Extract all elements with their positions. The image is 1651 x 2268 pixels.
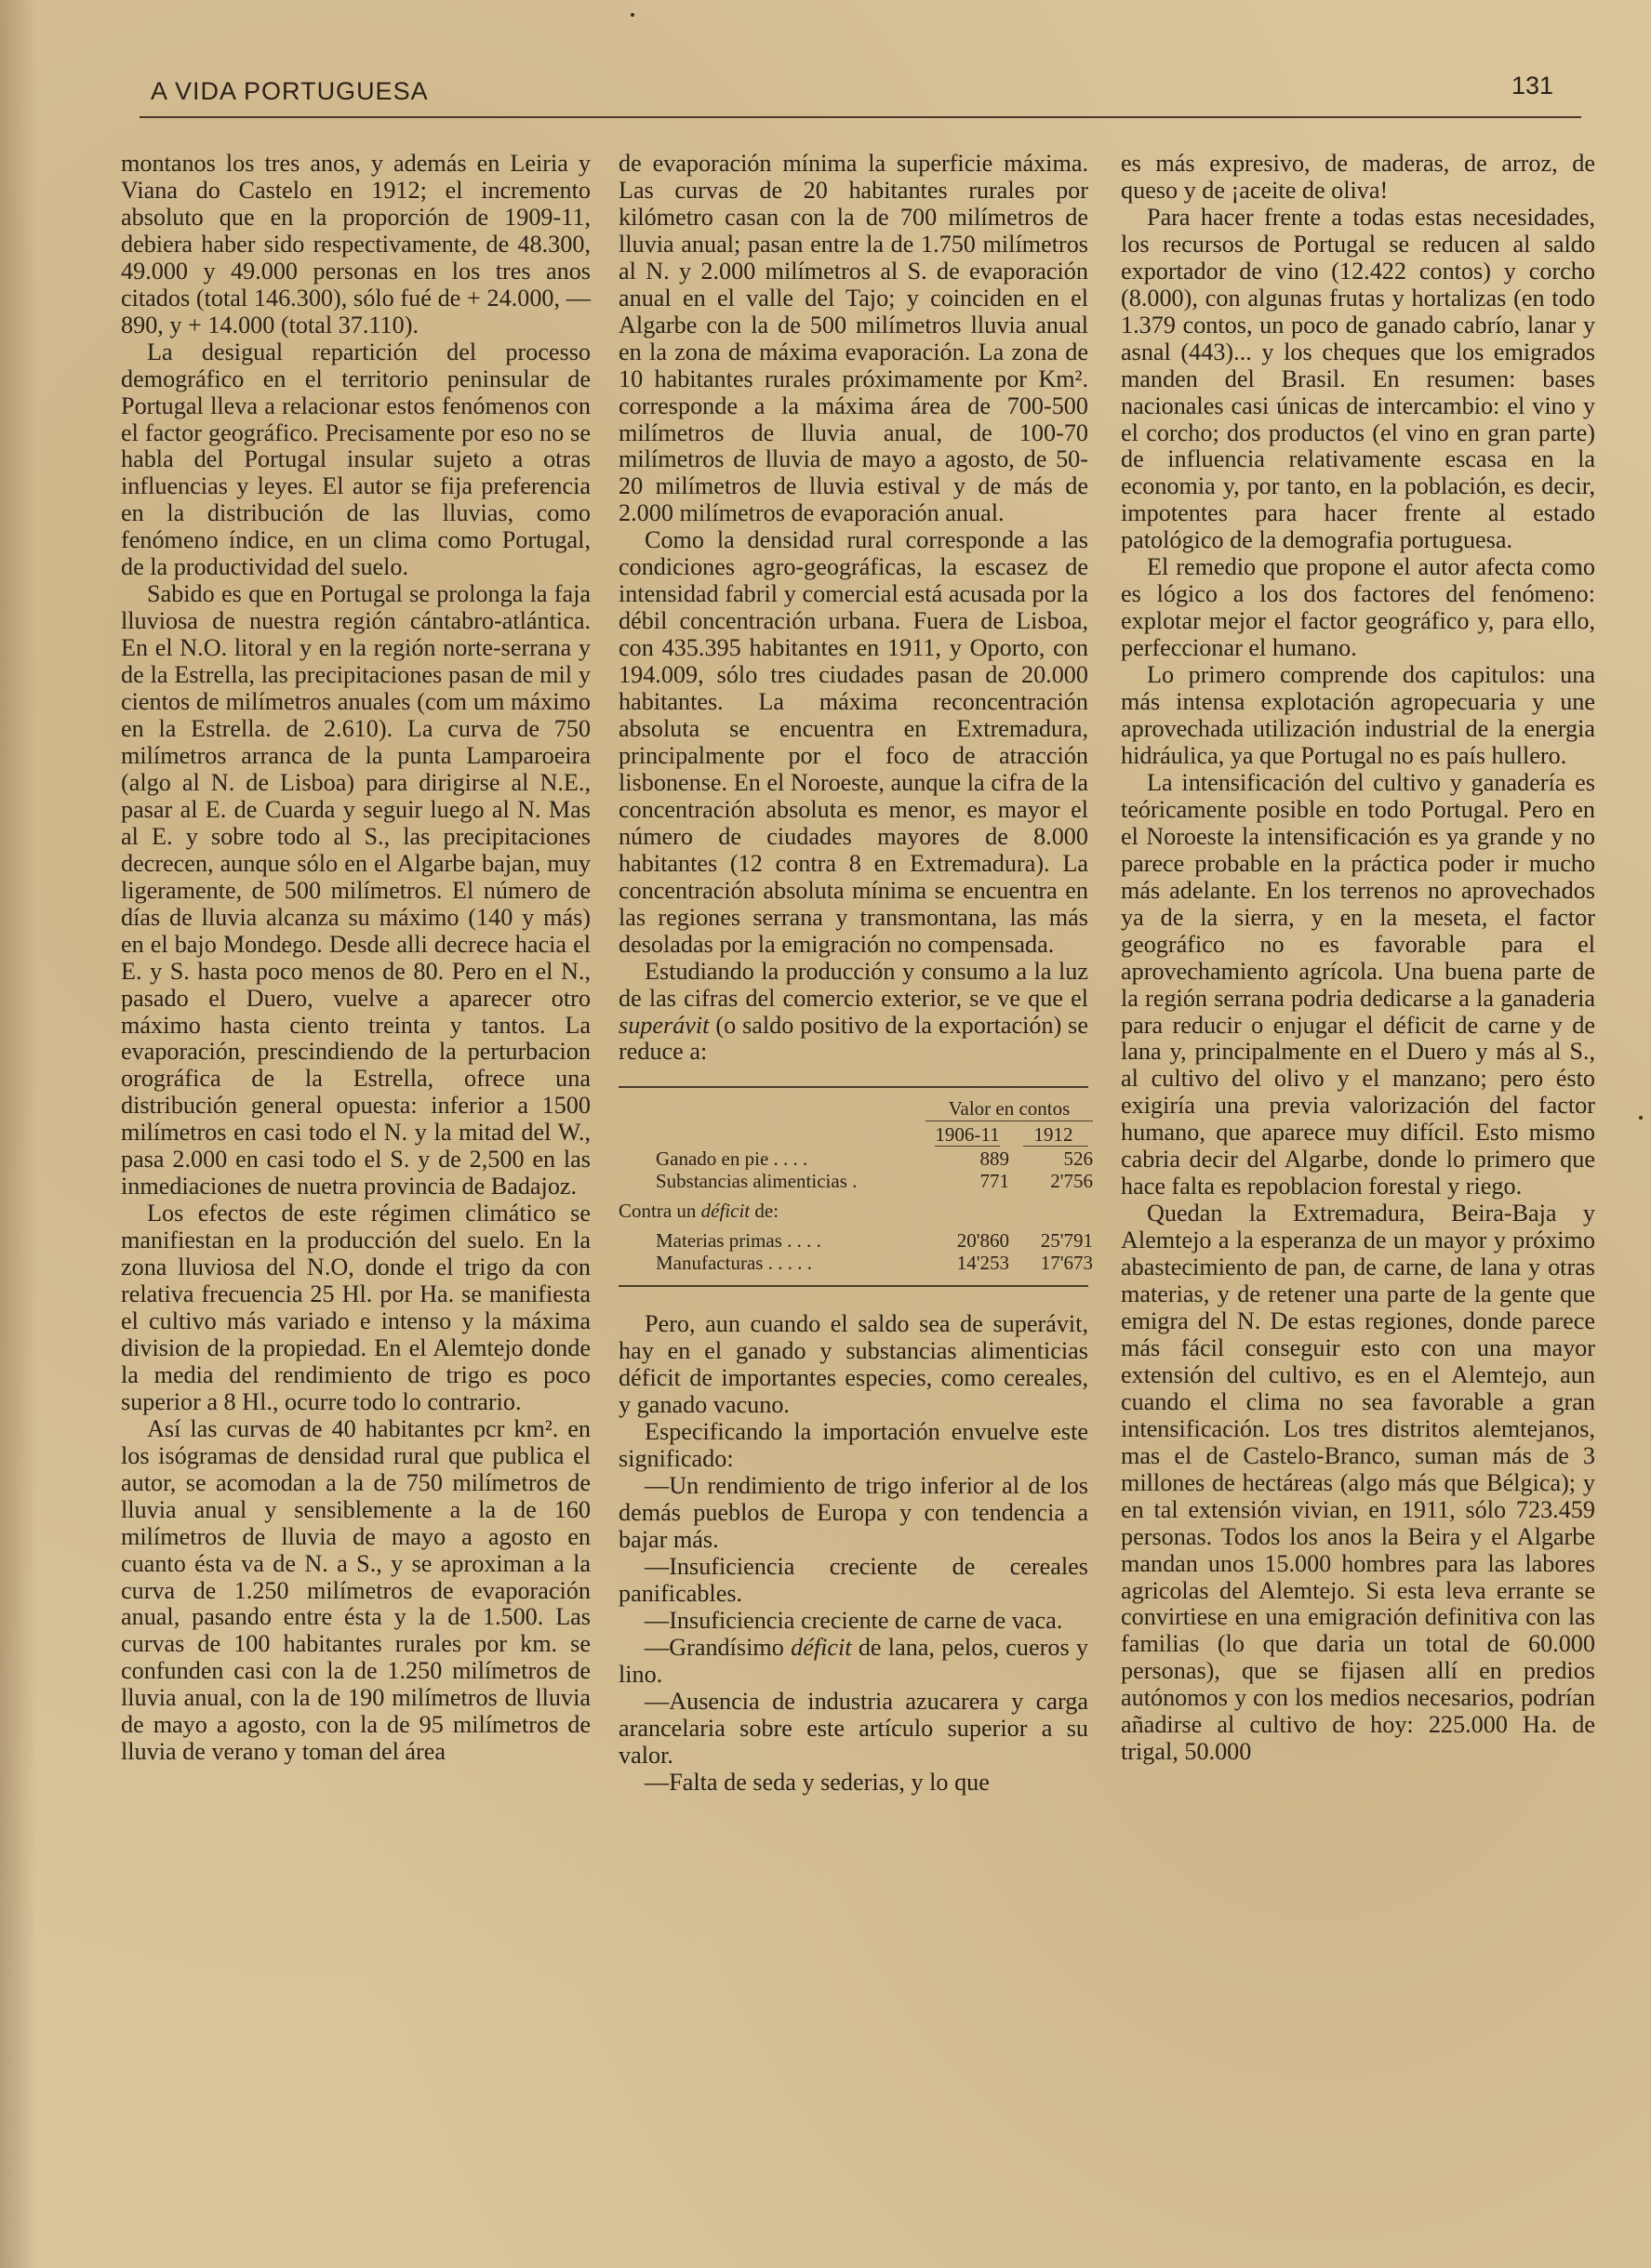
table-row (619, 1252, 1093, 1275)
paper-speck (1639, 1116, 1643, 1120)
table-header (619, 1095, 1088, 1147)
paragraph: Quedan la Extremadura, Beira-Baja y Alemtejo a la esperanza de un mayor y próximo abastecimiento de pan, de carne, de lana y otras materias, y de retener una parte de la gente que emigra del N. De estas regiones, donde parece más fácil conseguir esto con una mayor extensión del cultivo, es en el Alemtejo, aun cuando el clima no sea favorable a gran intensificación. Los tres distritos alemtejanos, mas el de Castelo-Branco, suman más de 3 millones de hectáreas (algo más que Bélgica); y en tal extensión vivian, en 1911, sólo 723.459 personas. Todos los anos la Beira y el Algarbe mandan unos 15.000 hombres para las labores agricolas del Alemtejo. Si esta leva errante se convirtiese en una emigración definitiva con las familias (lo que daria un total de 60.000 personas), que se fijasen allí en predios autónomos y con los medios necesarios, podrían añadirse al cultivo de hoy: 225.000 Ha. de trigal, 50.000 (1121, 1200, 1595, 1766)
year-column-header: 1906-11 (935, 1123, 1000, 1147)
text-run: de: (750, 1200, 779, 1223)
list-item: —Insuficiencia creciente de carne de vaca. (645, 1606, 1063, 1634)
trade-balance-table (619, 1086, 1093, 1287)
list-item: —Falta de seda y sederias, y lo que (645, 1768, 990, 1796)
row-label: Ganado en pie . . . . (656, 1147, 808, 1171)
italic-term: déficit (700, 1200, 751, 1223)
paragraph: Lo primero comprende dos capitulos: una más intensa explotación agropecuaria y une aprovechada utilización industrial de la energia hidráulica, ya que Portugal no es país hullero. (1121, 661, 1595, 769)
text-run: (o saldo positivo de la exportación) se reduce a: (619, 1011, 1088, 1066)
running-header (140, 70, 1581, 118)
paragraph: Así las curvas de 40 habitantes pcr km². en los isógramas de densidad rural que publica el autor, se acomodan a la de 750 milímetros de lluvia anual y sensiblemente a la de 160 milímetros de lluvia de mayo a agosto en cuanto ésta va de N. a S., y se aproximan a la curva de 1.250 milímetros de evaporación anual, pasando entre ésta y la de 1.500. Las curvas de 100 habitantes rurales por km. se confunden casi con la de 1.250 milímetros de lluvia anual, con la de 190 milímetros de lluvia de mayo a agosto, con la de 95 milímetros de lluvia de verano y toman del área (121, 1414, 591, 1766)
text-column-3 (1121, 151, 1595, 1766)
paragraph: Sabido es que en Portugal se prolonga la faja lluviosa de nuestra región cántabro-atlántica. En el N.O. litoral y en la región norte-serrana y de la Estrella, las precipitaciones pasan de mil y cientos de milímetros anuales (com um máximo en la Estrella. de 2.610). La curva de 750 milímetros arranca de la punta Lamparoeira (algo al N. de Lisboa) para dirigirse al N.E., pasar al E. de Cuarda y seguir luego al N. Mas al E. y sobre todo al S., las precipitaciones decrecen, aunque sólo en el Algarbe bajan, muy ligeramente, de 500 milímetros. El número de días de lluvia alcanza su máximo (140 y más) en el bajo Mondego. Desde alli decrece hacia el E. y S. hasta poco menos de 80. Pero en el N., pasado el Duero, vuelve a aparecer otro máximo hasta ciento treinta y tantos. La evaporación, prescindiendo de la perturbacion orográfica de la Estrella, ofrece una distribución general opuesta: inferior a 1500 milímetros en casi todo el N. y la mitad del W., pasa 2.000 en casi todo el S. y de 2,500 en las inmediaciones de nuetra provincia de Badajoz. (121, 580, 591, 1200)
header-rule (1023, 1146, 1088, 1147)
page-number: 131 (1511, 72, 1553, 99)
paragraph: La desigual repartición del processo demográfico en el territorio peninsular de Portugal lleva a relacionar estos fenómenos con el factor geográfico. Precisamente por eso no se habla del Portugal insular sujeto a otras influencias y leyes. El autor se fija preferencia en la distribución de las lluvias, como fenómeno índice, en un clima como Portugal, de la productividad del suelo. (121, 338, 591, 581)
cell-value: 526 (1063, 1147, 1093, 1171)
italic-term: déficit (791, 1633, 852, 1661)
cell-value: 2'756 (1050, 1170, 1093, 1193)
text-run: —Grandísimo (645, 1633, 792, 1661)
table-row (619, 1147, 1093, 1171)
paragraph: La intensificación del cultivo y ganadería es teóricamente posible en todo Portugal. Pero en el Noroeste la intensificación es ya grande y no parece probable en la práctica poder ir mucho más adelante. En los terrenos no aprovechados ya de la sierra, y en la meseta, el factor geográfico no es favorable para el aprovechamiento agrícola. Una buena parte de la región serrana podria dedicarse a la ganaderia para reducir o enjugar el déficit de carne y de lana y, principalmente en el Duero y más al S., al cultivo del olivo y el manzano; pero ésto exigiría una previa valorización del factor humano, que aparece muy difícil. Esto mismo cabria decir del Algarbe, donde lo primero que hace falta es repoblacion forestal y riego. (1121, 768, 1595, 1200)
list-item: —Ausencia de industria azucarera y carga arancelaria sobre este artículo superior a su valor. (619, 1687, 1088, 1769)
list-item: —Insuficiencia creciente de cereales panificables. (619, 1552, 1088, 1607)
paragraph: Como la densidad rural corresponde a las condiciones agro-geográficas, la escasez de intensidad fabril y comercial está acusada por la débil concentración urbana. Fuera de Lisboa, con 435.395 habitantes en 1911, y Oporto, con 194.009, sólo tres ciudades pasan de 20.000 habitantes. La máxima reconcentración absoluta se encuentra en Extremadura, principalmente por el foco de atracción lisbonense. En el Noroeste, aunque la cifra de la concentración absoluta es menor, es mayor el número de ciudades mayores de 8.000 habitantes (12 contra 8 en Extremadura). La concentración absoluta mínima se encuentra en las regiones serrana y transmontana, las más desoladas por la emigración no compensada. (619, 526, 1088, 958)
year-column-header: 1912 (1033, 1123, 1073, 1147)
paper-speck (631, 13, 634, 17)
italic-term: superávit (619, 1011, 710, 1039)
cell-value: 20'860 (956, 1229, 1009, 1253)
cell-value: 771 (979, 1170, 1009, 1193)
cell-value: 25'791 (1040, 1229, 1093, 1253)
paragraph: Los efectos de este régimen climático se manifiestan en la producción del suelo. En la zona lluviosa del N.O, donde el trigo da con relativa frecuencia 25 Hl. por Ha. se manifiesta el cultivo más variado e intenso y la máxima division de la propiedad. En el Alemtejo donde la media del rendimiento de trigo es poco superior a 8 Hl., ocurre todo lo contrario. (121, 1200, 591, 1415)
table-subheading (619, 1192, 1088, 1229)
paragraph: El remedio que propone el autor afecta como es lógico a los dos factores del fenómeno: explotar mejor el factor geográfico y, para ello, perfeccionar el humano. (1121, 553, 1595, 662)
paragraph: Especificando la importación envuelve este significado: (619, 1418, 1088, 1473)
header-rule (935, 1146, 1000, 1147)
paragraph: Pero, aun cuando el saldo sea de superávit, hay en el ganado y substancias alimenticias déficit de importantes especies, como cereales, y ganado vacuno. (619, 1310, 1088, 1419)
cell-value: 14'253 (956, 1252, 1009, 1275)
table-header-label: Valor en contos (948, 1097, 1071, 1121)
paragraph: Para hacer frente a todas estas necesidades, los recursos de Portugal se reducen al saldo exportador de vino (12.422 contos) y corcho (8.000), con algunas frutas y hortalizas (en todo 1.379 contos, un poco de ganado cabrío, lanar y asnal (443)... y los cheques que los emigrados manden del Brasil. En resumen: bases nacionales casi únicas de intercambio: el vino y el corcho; dos productos (el vino en gran parte) de influencia relativamente escasa en la economia y, por tanto, en la población, es decir, impotentes para hacer frente al estado patológico de la demografia portuguesa. (1121, 203, 1595, 554)
table-row (619, 1229, 1093, 1253)
text-column-2 (619, 150, 1093, 1797)
paragraph: es más expresivo, de maderas, de arroz, de queso y de ¡aceite de oliva! (1121, 150, 1595, 204)
row-label: Manufacturas . . . . . (656, 1252, 812, 1275)
cell-value: 889 (979, 1147, 1009, 1171)
journal-title: A VIDA PORTUGUESA (151, 77, 429, 105)
row-label: Materias primas . . . . (656, 1229, 821, 1253)
paragraph: de evaporación mínima la superficie máxima. Las curvas de 20 habitantes rurales por kilómetro casan con la de 700 milímetros de lluvia anual; pasan entre la de 1.750 milímetros al N. y 2.000 milímetros al S. de evaporación anual en el valle del Tajo; y coinciden en el Algarbe con la de 500 milímetros lluvia anual en la zona de máxima evaporación. La zona de 10 habitantes rurales próximamente por Km². corresponde a la máxima área de 700-500 milímetros de lluvia anual, de 100-70 milímetros de lluvia de mayo a agosto, de 50-20 milímetros de lluvia estival y de más de 2.000 milímetros de evaporación anual. (619, 150, 1088, 527)
paragraph (619, 959, 1088, 1067)
paragraph: montanos los tres anos, y además en Leiria y Viana do Castelo en 1912; el incremento absoluto que en la proporción de 1909-11, debiera haber sido respectivamente, de 48.300, 49.000 y 49.000 personas en los tres anos citados (total 146.300), sólo fué de + 24.000, — 890, y + 14.000 (total 37.110). (121, 150, 591, 338)
text-column-1 (121, 151, 591, 1766)
text-run: Contra un (619, 1200, 701, 1223)
table-row (619, 1170, 1093, 1193)
list-item: —Un rendimiento de trigo inferior al de los demás pueblos de Europa y con tendencia a bajar más. (619, 1472, 1088, 1554)
text-run: Estudiando la producción y consumo a la luz de las cifras del comercio exterior, se ve que el (619, 957, 1088, 1012)
cell-value: 17'673 (1040, 1252, 1093, 1275)
text-run: de lana, pelos, cueros y lino. (619, 1633, 1088, 1688)
list-item (619, 1635, 1088, 1689)
row-label: Substancias alimenticias . (656, 1170, 858, 1193)
